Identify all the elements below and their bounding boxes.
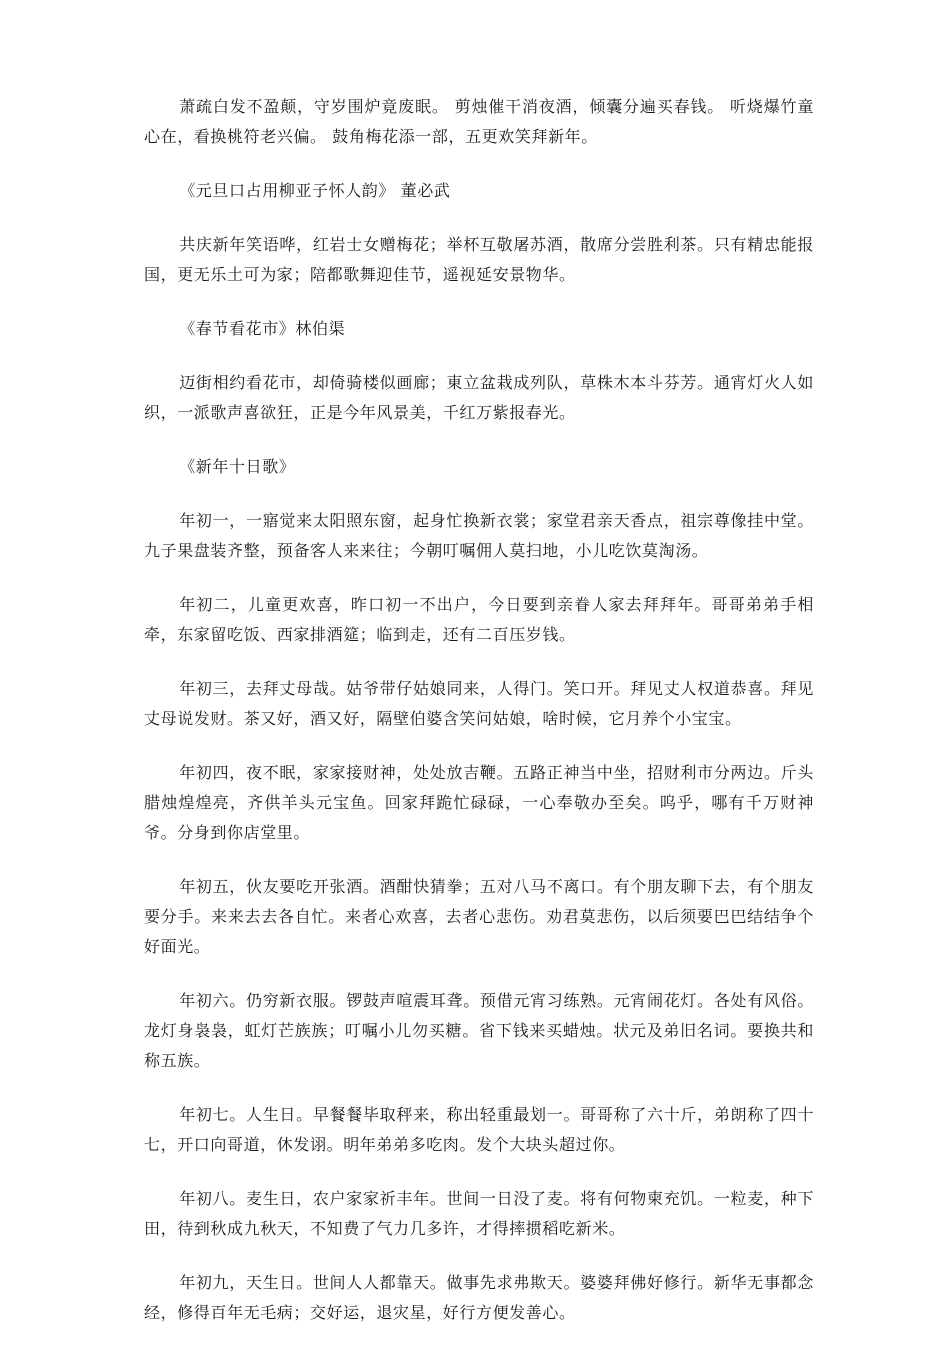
- song-day-5: 年初五，伙友要吃开张酒。酒酣快猜拳；五对八马不离口。有个朋友聊下去，有个朋友要分手。来来去去各自忙。来者心欢喜，去者心悲伤。劝君莫悲伤，以后须要巴巴结结争个好面光。: [144, 877, 814, 956]
- song-day-7: 年初七。人生日。早餐餐毕取秤来，称出轻重最划一。哥哥称了六十斤，弟朗称了四十七，开口向哥道，休发诩。明年弟弟多吃肉。发个大块头超过你。: [144, 1105, 814, 1154]
- poem-title-2: 《春节看花市》林伯渠: [179, 319, 346, 338]
- song-day-8: 年初八。麦生日，农户家家祈丰年。世间一日没了麦。将有何物柬充饥。一粒麦，种下田，待到秋成九秋天，不知费了气力几多许，才得摔掼稻吃新米。: [144, 1189, 814, 1238]
- poem-paragraph-2: 共庆新年笑语哗，红岩士女赠梅花；举杯互敬屠苏酒，散席分尝胜利茶。只有精忠能报国，更无乐土可为家；陪都歌舞迎佳节，遥视延安景物华。: [144, 235, 814, 284]
- poem-paragraph-3: 迈街相约看花市，却倚骑楼似画廊；東立盆栽成列队，草株木本斗芬芳。通宵灯火人如织，一派歌声喜欲狂，正是今年风景美，千红万紫报春光。: [144, 373, 814, 422]
- song-day-9: 年初九，天生日。世间人人都靠天。做事先求弗欺天。婆婆拜佛好修行。新华无事都念经，修得百年无毛病；交好运，退灾星，好行方便发善心。: [144, 1273, 814, 1322]
- poem-paragraph-1: 萧疏白发不盈颠，守岁围炉竟废眠。 剪烛催干消夜酒，倾囊分遍买春钱。 听烧爆竹童心在，看换桃符老兴偏。 鼓角梅花添一部，五更欢笑拜新年。: [144, 97, 814, 146]
- poem-title-3: 《新年十日歌》: [179, 457, 296, 476]
- poem-title-1: 《元旦口占用柳亚子怀人韵》 董必武: [179, 181, 451, 200]
- document-body: [144, 92, 814, 1352]
- song-day-6: 年初六。仍穷新衣服。锣鼓声喧震耳聋。预借元宵习练熟。元宵闹花灯。各处有风俗。龙灯身袅袅，虹灯芒族族；叮嘱小儿勿买糖。省下钱来买蜡烛。状元及弟旧名词。要换共和称五族。: [144, 991, 814, 1070]
- song-day-4: 年初四，夜不眠，家家接财神，处处放吉鞭。五路正神当中坐，招财利市分两边。斤头腊烛煌煌亮，齐供羊头元宝鱼。回家拜跪忙碌碌，一心奉敬办至矣。呜乎，哪有千万财神爷。分身到你店堂里。: [144, 763, 814, 842]
- song-day-3: 年初三，去拜丈母哉。姑爷带仔姑娘同来，人得门。笑口开。拜见丈人权道恭喜。拜见丈母说发财。茶又好，酒又好，隔壁伯婆含笑问姑娘，啥时候，它月养个小宝宝。: [144, 679, 814, 728]
- song-day-2: 年初二，儿童更欢喜，昨口初一不出户，今日要到亲眷人家去拜拜年。哥哥弟弟手相牵，东家留吃饭、西家排酒筵；临到走，还有二百压岁钱。: [144, 595, 814, 644]
- song-day-1: 年初一，一寤觉来太阳照东窗，起身忙换新衣裳；家堂君亲天香点，祖宗尊像挂中堂。九子果盘装齐整，预备客人来来往；今朝叮嘱佣人莫扫地，小儿吃饮莫淘汤。: [144, 511, 814, 560]
